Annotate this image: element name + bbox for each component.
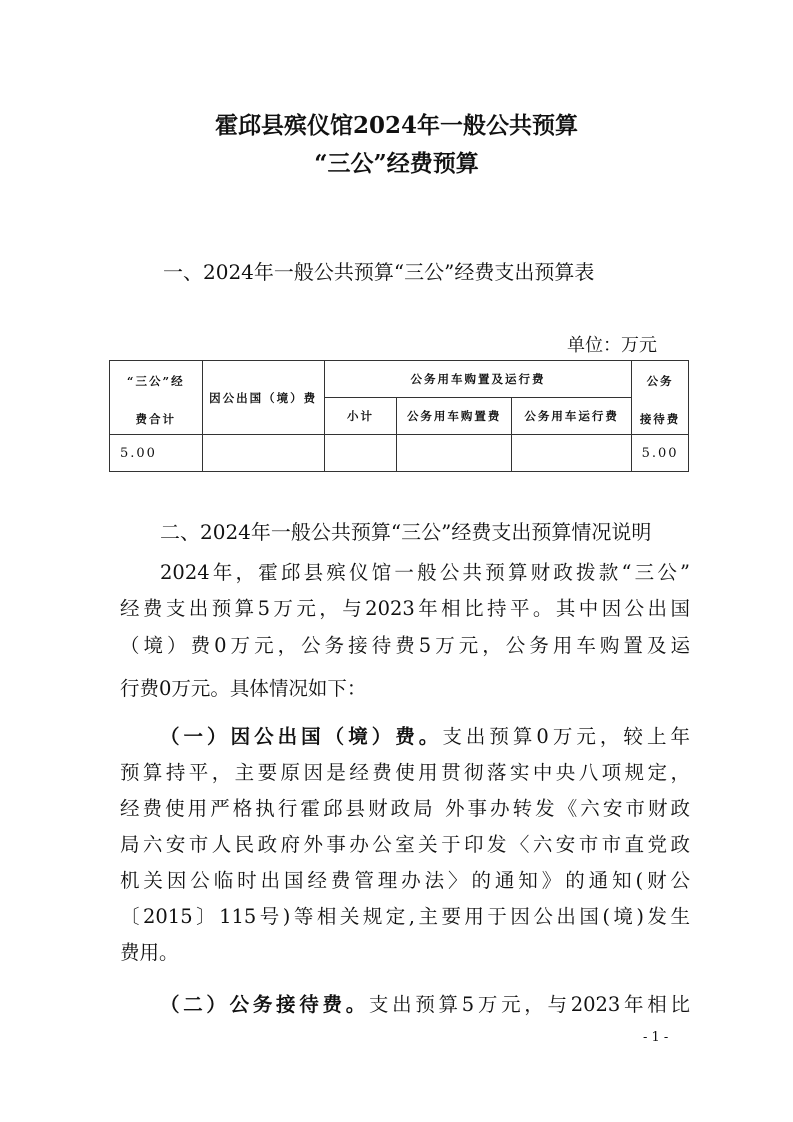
cell-abroad [202, 435, 324, 472]
cell-purchase [397, 435, 512, 472]
sub1-line: 机关因公临时出国经费管理办法〉的通知》的通知(财公 [120, 869, 690, 892]
sub1-line: 〔2015〕115号)等相关规定,主要用于因公出国(境)发生 [120, 905, 690, 928]
sub1-text: 支出预算0万元，较上年 [442, 725, 690, 748]
section1-heading: 一、2024年一般公共预算“三公”经费支出预算表 [163, 260, 595, 284]
cell-reception: 5.00 [632, 435, 689, 472]
header-operate: 公务用车运行费 [512, 398, 632, 435]
sub1-line: 预算持平，主要原因是经费使用贯彻落实中央八项规定， [120, 761, 690, 784]
header-vehicle: 公务用车购置及运行费 [324, 361, 631, 398]
header-reception: 公务 接待费 [632, 361, 689, 435]
cell-total: 5.00 [110, 435, 203, 472]
unit-label: 单位：万元 [567, 335, 657, 356]
sub1-line: 费用。 [120, 941, 179, 964]
para1-line: 经费支出预算5万元，与2023年相比持平。其中因公出国 [120, 597, 690, 620]
cell-subtotal [324, 435, 396, 472]
header-abroad: 因公出国（境）费 [202, 361, 324, 435]
para1-line: （境）费0万元，公务接待费5万元，公务用车购置及运 [120, 634, 690, 657]
header-total: “三公”经 费合计 [110, 361, 203, 435]
sub2-text: 支出预算5万元，与2023年相比 [368, 993, 690, 1016]
sub1-line: 局六安市人民政府外事办公室关于印发〈六安市市直党政 [120, 833, 690, 856]
cell-operate [512, 435, 632, 472]
header-purchase: 公务用车购置费 [397, 398, 512, 435]
table-row [110, 435, 689, 472]
sub2-label: （二）公务接待费。 [160, 993, 369, 1016]
header-subtotal: 小计 [324, 398, 396, 435]
section2-heading: 二、2024年一般公共预算“三公”经费支出预算情况说明 [160, 520, 652, 544]
title-line-1: 霍邱县殡仪馆2024年一般公共预算 [214, 112, 578, 139]
title-line-2: “三公”经费预算 [314, 150, 479, 177]
sub1-label: （一）因公出国（境）费。 [160, 725, 443, 748]
page-number: - 1 - [643, 1030, 669, 1045]
para1-line: 2024年，霍邱县殡仪馆一般公共预算财政拨款“三公” [160, 561, 690, 584]
para1-line: 行费0万元。具体情况如下： [120, 677, 367, 700]
sub2-first-line [160, 989, 690, 1017]
sub1-line: 经费使用严格执行霍邱县财政局 外事办转发《六安市财政 [120, 797, 690, 820]
sub1-first-line [160, 721, 690, 749]
budget-table [109, 360, 689, 472]
